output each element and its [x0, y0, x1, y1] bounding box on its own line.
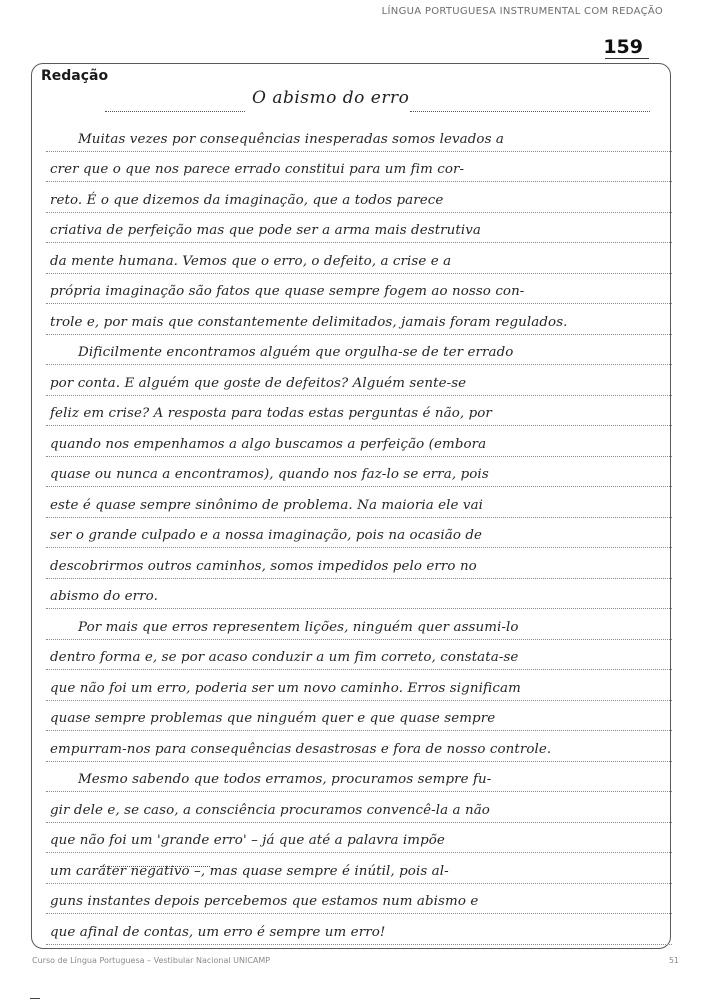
essay-line [46, 152, 672, 183]
essay-line-text: quando nos empenhamos a algo buscamos a perfeição (embora [50, 436, 487, 452]
essay-line-text: este é quase sempre sinônimo de problema. Na maioria ele vai [50, 497, 484, 513]
essay-line-text: ser o grande culpado e a nossa imaginação, pois na ocasião de [50, 528, 483, 543]
running-header: LÍNGUA PORTUGUESA INSTRUMENTAL COM REDAÇÃO [381, 6, 663, 17]
footer-note: Curso de Língua Portuguesa – Vestibular Nacional UNICAMP [32, 956, 271, 965]
essay-body [46, 121, 672, 945]
essay-line [46, 487, 672, 518]
essay-line-text: trole e, por mais que constantemente delimitados, jamais foram regulados. [50, 314, 568, 330]
essay-line [46, 609, 672, 640]
essay-line [46, 731, 672, 762]
essay-line [46, 823, 672, 854]
essay-line [46, 518, 672, 549]
essay-line [46, 182, 672, 213]
essay-line-text: Por mais que erros representem lições, ninguém quer assumi-lo [78, 619, 519, 635]
essay-line [46, 365, 672, 396]
essay-line-text: Muitas vezes por consequências inesperadas somos levados a [78, 131, 505, 147]
essay-line [46, 701, 672, 732]
corner-mark [30, 998, 40, 999]
closing-rule [100, 866, 210, 867]
title-rule-right [410, 111, 650, 112]
page-number: 159 [603, 36, 643, 58]
essay-line-text: descobrirmos outros caminhos, somos impedidos pelo erro no [50, 558, 477, 574]
essay-line [46, 304, 672, 335]
essay-line-text: criativa de perfeição mas que pode ser a arma mais destrutiva [50, 223, 482, 238]
title-rule-left [105, 111, 245, 112]
essay-line [46, 792, 672, 823]
essay-line [46, 274, 672, 305]
essay-line-text: dentro forma e, se por acaso conduzir a um fim correto, constata-se [50, 650, 519, 665]
essay-line-text: empurram-nos para consequências desastrosas e fora de nosso controle. [50, 741, 552, 757]
essay-line-text: própria imaginação são fatos que quase sempre fogem ao nosso con- [50, 284, 525, 299]
essay-line-text: reto. É o que dizemos da imaginação, que a todos parece [50, 192, 444, 208]
essay-line [46, 548, 672, 579]
essay-line-text: guns instantes depois percebemos que estamos num abismo e [50, 894, 479, 909]
essay-line [46, 335, 672, 366]
essay-line-text: gir dele e, se caso, a consciência procuramos convencê-la a não [50, 802, 490, 818]
essay-line-text: quase sempre problemas que ninguém quer e que quase sempre [50, 711, 496, 726]
footer-page-mark: 51 [668, 956, 679, 965]
page-number-underline [605, 58, 649, 59]
essay-line [46, 121, 672, 152]
essay-title: O abismo do erro [252, 88, 410, 108]
essay-line-text: feliz em crise? A resposta para todas estas perguntas é não, por [50, 406, 492, 421]
essay-line-text: Mesmo sabendo que todos erramos, procuramos sempre fu- [78, 772, 492, 787]
essay-line-text: da mente humana. Vemos que o erro, o defeito, a crise e a [50, 253, 452, 269]
essay-line-text: um caráter negativo –, mas quase sempre é inútil, pois al- [50, 863, 449, 879]
essay-line [46, 762, 672, 793]
essay-line-text: crer que o que nos parece errado constitui para um fim cor- [50, 162, 465, 177]
essay-line [46, 426, 672, 457]
essay-line [46, 457, 672, 488]
essay-line [46, 884, 672, 915]
essay-line-text: que afinal de contas, um erro é sempre um erro! [50, 924, 386, 940]
essay-line-text: Dificilmente encontramos alguém que orgulha-se de ter errado [78, 345, 514, 360]
essay-line [46, 213, 672, 244]
essay-line [46, 670, 672, 701]
essay-line [46, 243, 672, 274]
essay-line [46, 579, 672, 610]
essay-line [46, 396, 672, 427]
essay-line [46, 853, 672, 884]
essay-line-text: por conta. E alguém que goste de defeitos? Alguém sente-se [50, 375, 467, 391]
essay-line-text: que não foi um erro, poderia ser um novo caminho. Erros significam [50, 680, 521, 696]
essay-line-text: quase ou nunca a encontramos), quando nos faz-lo se erra, pois [50, 467, 489, 482]
section-title: Redação [41, 68, 109, 84]
essay-line-text: que não foi um 'grande erro' – já que até a palavra impõe [50, 833, 445, 848]
essay-line-text: abismo do erro. [50, 589, 158, 604]
essay-line [46, 640, 672, 671]
essay-line [46, 914, 672, 945]
